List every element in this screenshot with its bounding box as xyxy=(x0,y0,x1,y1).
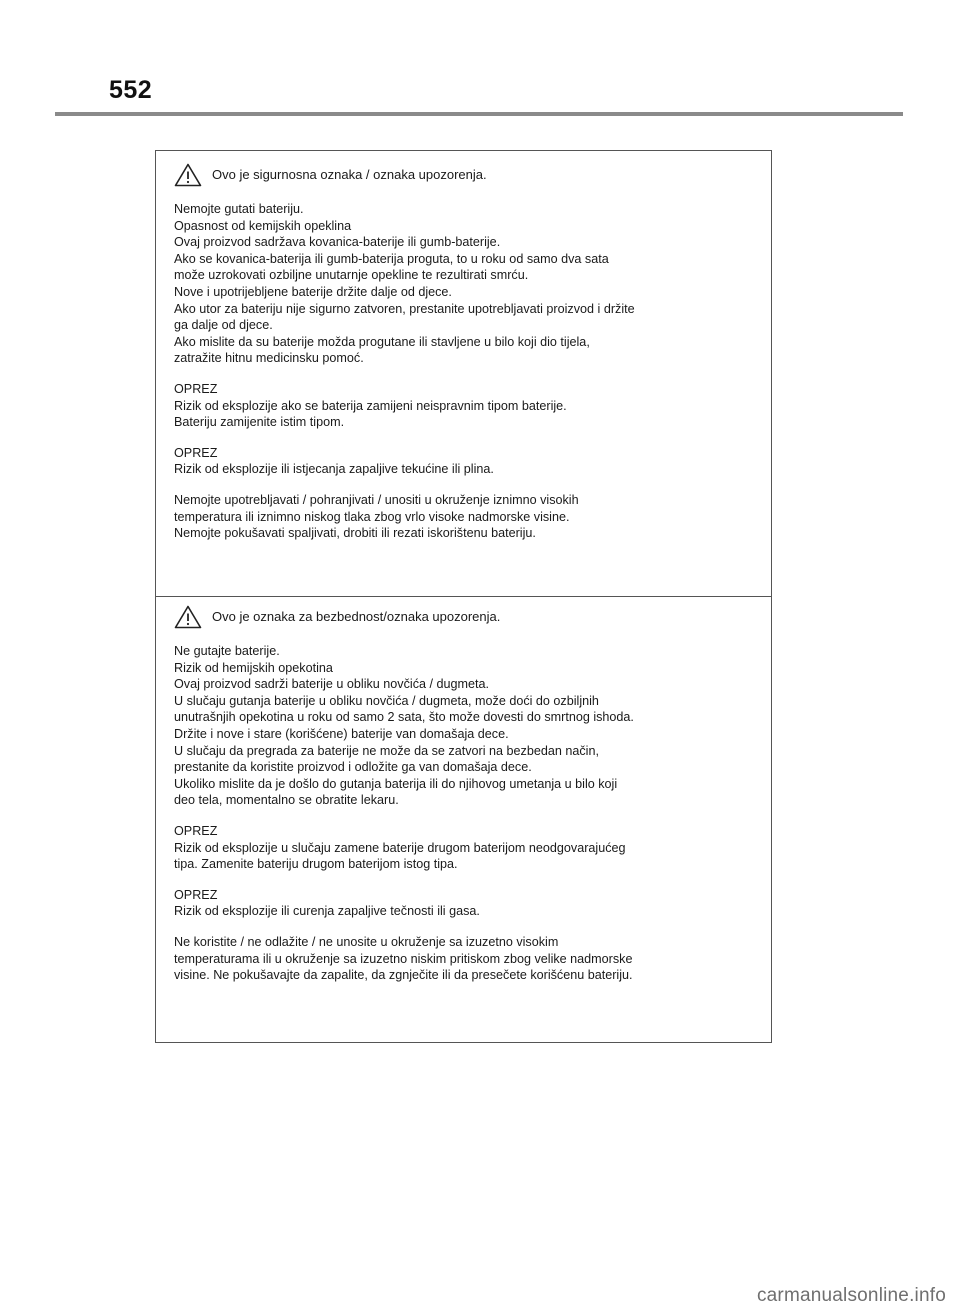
warning-paragraph xyxy=(174,643,755,809)
text-line: Nove i upotrijebljene baterije držite dalje od djece. xyxy=(174,284,452,299)
text-line: OPREZ xyxy=(174,823,218,838)
warning-paragraph xyxy=(174,823,755,873)
warning-paragraph xyxy=(174,934,755,984)
text-line: unutrašnjih opekotina u roku od samo 2 sata, što može dovesti do smrtnog ishoda. xyxy=(174,710,634,725)
text-line: OPREZ xyxy=(174,381,218,396)
warning-paragraph xyxy=(174,445,755,478)
text-line: Ne gutajte baterije. xyxy=(174,644,280,658)
battery-warning-box xyxy=(155,150,772,1043)
text-line: Nemojte pokušavati spaljivati, drobiti ili rezati iskorištenu bateriju. xyxy=(174,526,536,541)
text-line: Rizik od eksplozije ili curenja zapaljive tečnosti ili gasa. xyxy=(174,904,480,919)
text-line: tipa. Zamenite bateriju drugom baterijom istog tipa. xyxy=(174,857,458,872)
warning-triangle-icon xyxy=(174,163,202,187)
warning-paragraph xyxy=(174,201,755,367)
warning-title xyxy=(174,605,755,629)
text-line: OPREZ xyxy=(174,887,218,902)
text-line: Ne koristite / ne odlažite / ne unosite u okruženje sa izuzetno visokim xyxy=(174,934,559,949)
text-line: zatražite hitnu medicinsku pomoć. xyxy=(174,351,364,366)
warning-section-serbian xyxy=(156,597,771,1044)
text-line: ga dalje od djece. xyxy=(174,318,273,333)
text-line: Nemojte gutati bateriju. xyxy=(174,202,304,216)
text-line: temperatura ili iznimno niskog tlaka zbog vrlo visoke nadmorske visine. xyxy=(174,509,570,524)
text-line: Ako utor za bateriju nije sigurno zatvoren, prestanite upotrebljavati proizvod i držite xyxy=(174,301,635,316)
text-line: Rizik od hemijskih opekotina xyxy=(174,660,333,675)
warning-section-croatian xyxy=(156,151,771,597)
text-line: Ovaj proizvod sadrži baterije u obliku novčića / dugmeta. xyxy=(174,677,490,692)
text-line: Nemojte upotrebljavati / pohranjivati / unositi u okruženje iznimno visokih xyxy=(174,492,579,507)
text-line: U slučaju gutanja baterije u obliku novčića / dugmeta, može doći do ozbiljnih xyxy=(174,693,599,708)
text-line: Rizik od eksplozije ili istjecanja zapaljive tekućine ili plina. xyxy=(174,462,494,477)
text-line: Ovaj proizvod sadržava kovanica-baterije ili gumb-baterije. xyxy=(174,235,501,250)
text-line: deo tela, momentalno se obratite lekaru. xyxy=(174,793,399,808)
header-rule xyxy=(55,112,903,116)
text-line: Bateriju zamijenite istim tipom. xyxy=(174,415,345,430)
text-line: Ukoliko mislite da je došlo do gutanja baterija ili do njihovog umetanja u bilo koji xyxy=(174,776,618,791)
text-line: U slučaju da pregrada za baterije ne može da se zatvori na bezbedan način, xyxy=(174,743,599,758)
warning-title-text: Ovo je sigurnosna oznaka / oznaka upozorenja. xyxy=(212,167,487,182)
text-line: OPREZ xyxy=(174,445,218,460)
text-line: temperaturama ili u okruženje sa izuzetno niskim pritiskom zbog velike nadmorske xyxy=(174,951,633,966)
warning-triangle-icon xyxy=(174,605,202,629)
text-line: Opasnost od kemijskih opeklina xyxy=(174,218,352,233)
text-line: Rizik od eksplozije ako se baterija zamijeni neispravnim tipom baterije. xyxy=(174,398,567,413)
text-line: visine. Ne pokušavajte da zapalite, da zgnječite ili da presečete korišćenu bateriju. xyxy=(174,968,633,983)
text-line: Držite i nove i stare (korišćene) baterije van domašaja dece. xyxy=(174,726,509,741)
text-line: Ako se kovanica-baterija ili gumb-baterija proguta, to u roku od samo dva sata xyxy=(174,251,609,266)
warning-paragraph xyxy=(174,887,755,920)
warning-paragraph xyxy=(174,492,755,542)
warning-paragraph xyxy=(174,381,755,431)
text-line: može uzrokovati ozbiljne unutarnje opekline te rezultirati smrću. xyxy=(174,268,529,283)
warning-title-text: Ovo je oznaka za bezbednost/oznaka upozorenja. xyxy=(212,609,501,624)
footer-watermark: carmanualsonline.info xyxy=(756,1285,946,1306)
page-number: 552 xyxy=(109,76,153,104)
text-line: prestanite da koristite proizvod i odložite ga van domašaja dece. xyxy=(174,760,532,775)
warning-title xyxy=(174,163,755,187)
text-line: Rizik od eksplozije u slučaju zamene baterije drugom baterijom neodgovarajućeg xyxy=(174,840,626,855)
text-line: Ako mislite da su baterije možda progutane ili stavljene u bilo koji dio tijela, xyxy=(174,334,590,349)
